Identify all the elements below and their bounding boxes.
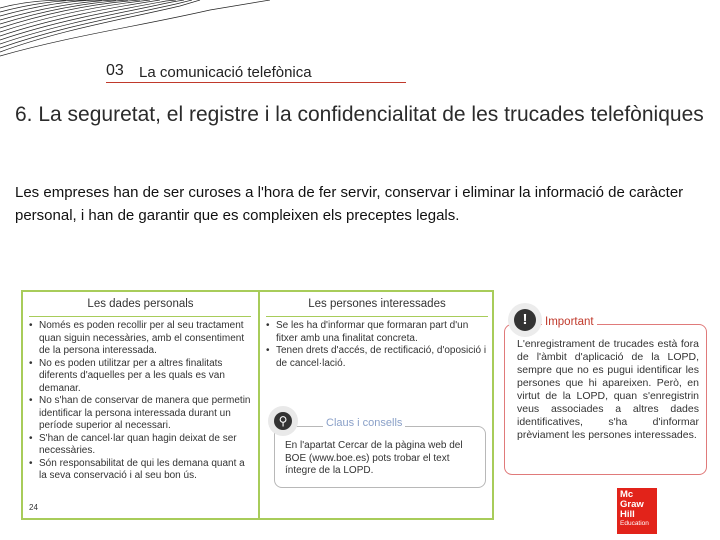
chapter-number: 03 xyxy=(106,62,124,79)
list-item: • Són responsabilitat de qui les demana quant a la seva conservació i al seu bon ús. xyxy=(29,458,251,483)
important-title: Important xyxy=(542,316,597,328)
important-box xyxy=(504,311,707,475)
right-column-title: Les persones interessades xyxy=(308,298,446,310)
intro-paragraph: Les empreses han de ser curoses a l'hora de fer servir, conservar i eliminar la informació de caràcter personal, i han de garantir que es compleixen els preceptes legals. xyxy=(15,184,684,224)
list-item: • Tenen drets d'accés, de rectificació, d'oposició i de cancel·lació. xyxy=(266,345,488,370)
slide-heading: 6. La seguretat, el registre i la confidencialitat de les trucades telefòniques xyxy=(15,103,704,126)
list-item: • S'han de cancel·lar quan hagin deixat de ser necessàries. xyxy=(29,433,251,458)
decorative-wave-graphic xyxy=(0,0,270,60)
tips-body: En l'apartat Cercar de la pàgina web del BOE (www.boe.es) pots trobar el text íntegre de la LOPD. xyxy=(285,440,463,476)
list-item: • Se les ha d'informar que formaran part d'un fitxer amb una finalitat concreta. xyxy=(266,320,488,345)
personal-data-list xyxy=(29,320,251,483)
left-column-title: Les dades personals xyxy=(87,298,194,310)
important-body: L'enregistrament de trucades està fora de l'àmbit d'aplicació de la LOPD, sempre que no es pugui identificar les persones que hi apareixen. Però, en virtut de la LOPD, quan s'enregistrin veus associades a altres dades identificatives, s'ha d'informar prèviament les persones interessades. xyxy=(517,338,699,441)
panel-divider xyxy=(258,292,260,518)
page-number: 24 xyxy=(29,503,38,512)
key-icon: ⚲ xyxy=(268,406,298,436)
right-title-rule xyxy=(266,316,488,317)
left-title-rule xyxy=(29,316,251,317)
chapter-title: La comunicació telefònica xyxy=(139,64,312,81)
exclamation-icon: ! xyxy=(508,303,542,337)
list-item: • No s'han de conservar de manera que permetin identificar la persona interessada durant un període superior al necessari. xyxy=(29,395,251,433)
interested-persons-list xyxy=(266,320,488,370)
publisher-logo: Mc Graw Hill Education xyxy=(617,488,657,534)
tips-box xyxy=(274,414,486,488)
list-item: • Només es poden recollir per al seu tractament quan siguin necessàries, amb el consentiment de la persona interessada. xyxy=(29,320,251,358)
list-item: • No es poden utilitzar per a altres finalitats diferents d'aquelles per a les quals es van demanar. xyxy=(29,358,251,396)
chapter-header xyxy=(106,60,406,83)
tips-title: Claus i consells xyxy=(323,417,405,429)
